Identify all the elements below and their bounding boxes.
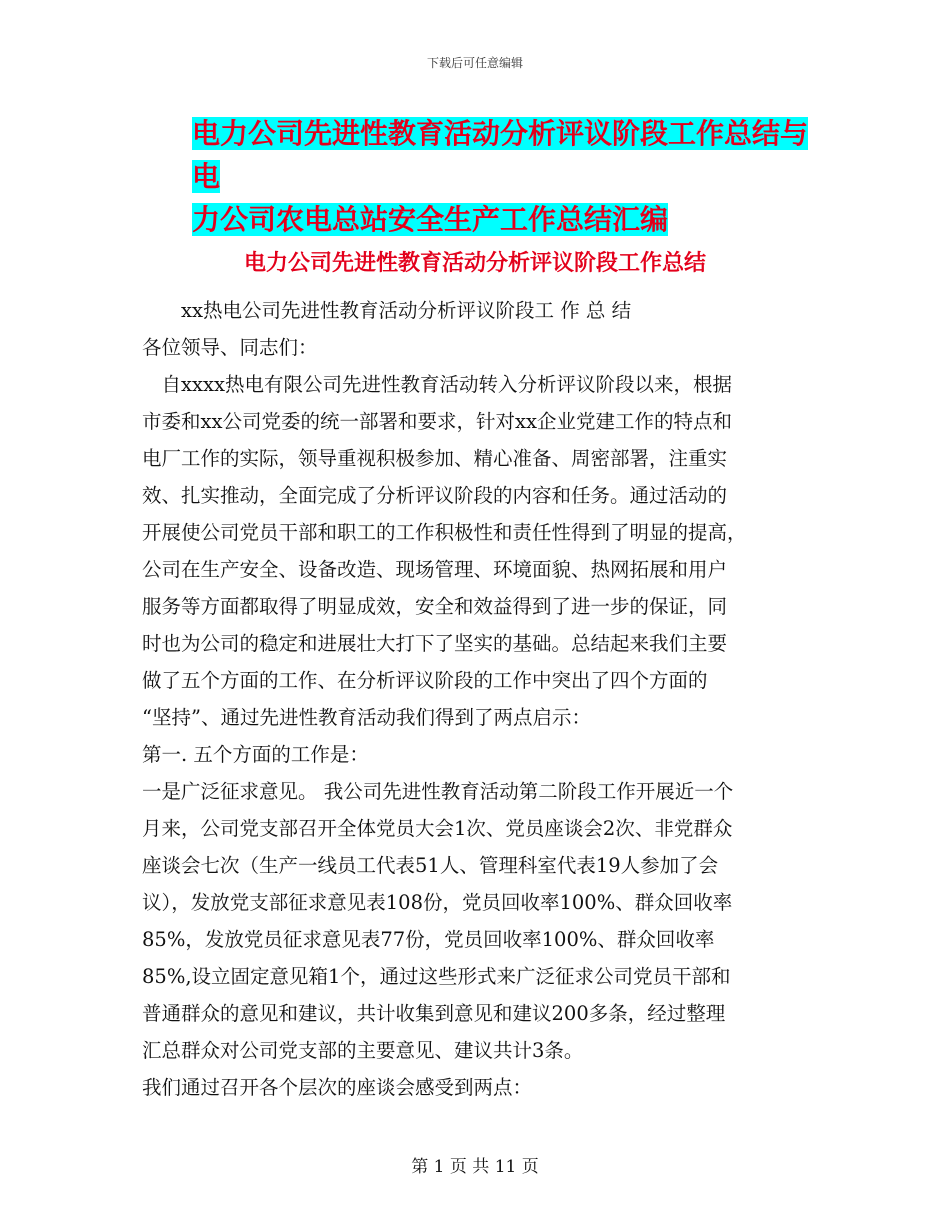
body-line: 85%，发放党员征求意见表77份，党员回收率100%、群众回收率 (142, 928, 715, 951)
document-title-line-1: 电力公司先进性教育活动分析评议阶段工作总结与电 (192, 117, 809, 193)
body-line: 85%,设立固定意见箱1个，通过这些形式来广泛征求公司党员干部和 (142, 965, 731, 988)
body-line: 开展使公司党员干部和职工的工作积极性和责任性得到了明显的提高， (142, 521, 747, 544)
body-line: 电厂工作的实际，领导重视积极参加、精心准备、周密部署，注重实 (142, 447, 728, 470)
document-title-line-2: 力公司农电总站安全生产工作总结汇编 (192, 203, 669, 236)
body-line: 做了五个方面的工作、在分析评议阶段的工作中突出了四个方面的 (142, 669, 708, 692)
body-line: 普通群众的意见和建议，共计收集到意见和建议200多条，经过整理 (142, 1002, 726, 1025)
body-line: 市委和xx公司党委的统一部署和要求，针对xx企业党建工作的特点和 (142, 410, 732, 433)
body-line: 公司在生产安全、设备改造、现场管理、环境面貌、热网拓展和用户 (142, 558, 728, 581)
body-line: 座谈会七次（生产一线员工代表51人、管理科室代表19人参加了会 (142, 854, 719, 877)
body-line: 自xxxx热电有限公司先进性教育活动转入分析评议阶段以来，根据 (142, 373, 732, 396)
body-line: 第一. 五个方面的工作是： (142, 743, 369, 766)
body-line: 一是广泛征求意见。 我公司先进性教育活动第二阶段工作开展近一个 (142, 780, 734, 803)
body-line: 效、扎实推动，全面完成了分析评议阶段的内容和任务。通过活动的 (142, 484, 728, 507)
header-note: 下载后可任意编辑 (426, 56, 523, 70)
body-line: xx热电公司先进性教育活动分析评议阶段工 作 总 结 (142, 299, 632, 322)
document-title (140, 112, 820, 241)
body-line: 时也为公司的稳定和进展壮大打下了坚实的基础。总结起来我们主要 (142, 632, 728, 655)
body-line: 各位领导、同志们： (142, 336, 318, 359)
body-line: 汇总群众对公司党支部的主要意见、建议共计3条。 (142, 1039, 584, 1062)
section-title: 电力公司先进性教育活动分析评议阶段工作总结 (243, 251, 706, 276)
body-line: 月来，公司党支部召开全体党员大会1次、党员座谈会2次、非党群众 (142, 817, 733, 840)
body-line: “坚持”、通过先进性教育活动我们得到了两点启示： (142, 706, 591, 729)
body-line: 我们通过召开各个层次的座谈会感受到两点： (142, 1076, 533, 1099)
body-line: 服务等方面都取得了明显成效，安全和效益得到了进一步的保证，同 (142, 595, 728, 618)
body-line: 议），发放党支部征求意见表108份，党员回收率100%、群众回收率 (142, 891, 733, 914)
document-body (142, 292, 822, 1106)
page-number-footer: 第 1 页 共 11 页 (411, 1157, 539, 1177)
